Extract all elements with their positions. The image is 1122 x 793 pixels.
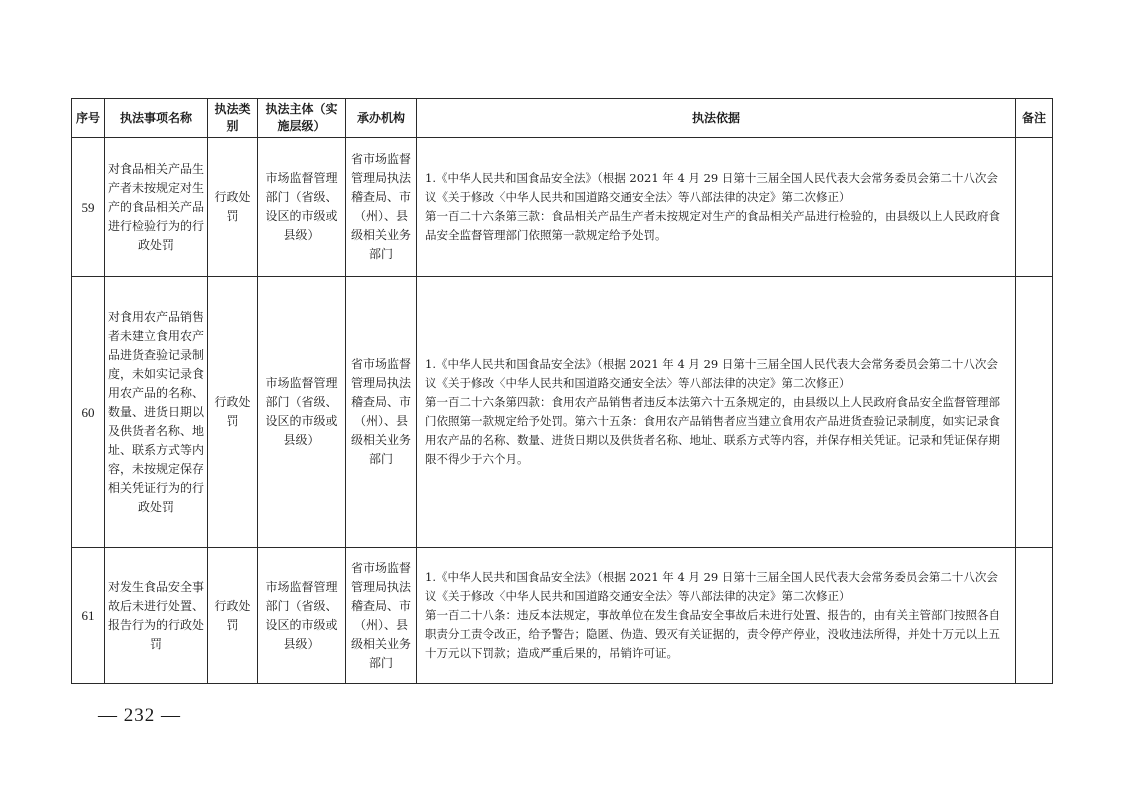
cell-agency-text: 省市场监督管理局执法稽查局、市（州）、县级相关业务部门 [350, 560, 411, 670]
basis-law-citation: 1.《中华人民共和国食品安全法》（根据 2021 年 4 月 29 日第十三届全国人民代表大会常务委员会第二十八次会议《关于修改〈中华人民共和国道路交通安全法〉等八部法律的决定》第二次修正） [425, 171, 998, 204]
cell-agency [346, 138, 417, 277]
cell-category [208, 548, 258, 684]
cell-subject-text: 市场监督管理部门（省级、设区的市级或县级） [265, 376, 338, 447]
cell-subject [258, 138, 346, 277]
cell-category [208, 277, 258, 548]
cell-category-text: 行政处罚 [214, 395, 251, 428]
cell-subject [258, 277, 346, 548]
cell-name [105, 548, 208, 684]
cell-category-text: 行政处罚 [214, 190, 251, 223]
cell-remark [1016, 548, 1053, 684]
cell-seq: 59 [72, 138, 105, 277]
cell-subject-text: 市场监督管理部门（省级、设区的市级或县级） [265, 579, 338, 651]
cell-seq: 61 [72, 548, 105, 684]
basis-article-text: 第一百二十六条第三款：食品相关产品生产者未按规定对生产的食品相关产品进行检验的，由县级以上人民政府食品安全监督管理部门依照第一款规定给予处罚。 [425, 209, 1000, 242]
page-number: — 232 — [98, 705, 181, 726]
cell-subject [258, 548, 346, 684]
cell-name [105, 277, 208, 548]
header-remark: 备注 [1016, 99, 1053, 138]
cell-remark [1016, 277, 1053, 548]
cell-category-text: 行政处罚 [214, 598, 251, 632]
cell-remark [1016, 138, 1053, 277]
header-basis: 执法依据 [417, 99, 1016, 138]
table-row [72, 138, 1053, 277]
basis-law-citation: 1.《中华人民共和国食品安全法》（根据 2021 年 4 月 29 日第十三届全国人民代表大会常务委员会第二十八次会议《关于修改〈中华人民共和国道路交通安全法〉等八部法律的决定》第二次修正） [425, 357, 998, 390]
cell-name-text: 对食品相关产品生产者未按规定对生产的食品相关产品进行检验行为的行政处罚 [108, 161, 205, 252]
header-category: 执法类别 [208, 99, 258, 138]
cell-agency [346, 277, 417, 548]
cell-category [208, 138, 258, 277]
header-subject: 执法主体（实施层级） [258, 99, 346, 138]
cell-subject-text: 市场监督管理部门（省级、设区的市级或县级） [265, 171, 338, 242]
cell-name-text: 对发生食品安全事故后未进行处置、报告行为的行政处罚 [108, 579, 205, 651]
header-seq: 序号 [72, 99, 105, 138]
enforcement-items-table [71, 98, 1053, 684]
table-row [72, 548, 1053, 684]
basis-article-text: 第一百二十六条第四款：食用农产品销售者违反本法第六十五条规定的，由县级以上人民政府食品安全监督管理部门依照第一款规定给予处罚。第六十五条：食用农产品销售者应当建立食用农产品进货查验记录制度，如实记录食用农产品的名称、数量、进货日期以及供货者名称、地址、联系方式等内容，并保存相关凭证。记录和凭证保存期限不得少于六个月。 [425, 395, 1000, 466]
cell-basis [417, 277, 1016, 548]
cell-basis [417, 138, 1016, 277]
cell-agency [346, 548, 417, 684]
table-row [72, 277, 1053, 548]
cell-name [105, 138, 208, 277]
cell-name-text: 对食用农产品销售者未建立食用农产品进货查验记录制度，未如实记录食用农产品的名称、数量、进货日期以及供货者名称、地址、联系方式等内容，未按规定保存相关凭证行为的行政处罚 [108, 309, 205, 514]
basis-article-text: 第一百二十八条：违反本法规定，事故单位在发生食品安全事故后未进行处置、报告的，由有关主管部门按照各自职责分工责令改正，给予警告；隐匿、伪造、毁灭有关证据的，责令停产停业，没收违法所得，并处十万元以上五十万元以下罚款；造成严重后果的，吊销许可证。 [425, 608, 1000, 660]
cell-basis [417, 548, 1016, 684]
basis-law-citation: 1.《中华人民共和国食品安全法》（根据 2021 年 4 月 29 日第十三届全国人民代表大会常务委员会第二十八次会议《关于修改〈中华人民共和国道路交通安全法〉等八部法律的决定》第二次修正） [425, 570, 998, 603]
cell-agency-text: 省市场监督管理局执法稽查局、市（州）、县级相关业务部门 [350, 152, 411, 261]
cell-seq: 60 [72, 277, 105, 548]
header-name: 执法事项名称 [105, 99, 208, 138]
cell-agency-text: 省市场监督管理局执法稽查局、市（州）、县级相关业务部门 [350, 357, 411, 466]
table-header-row [72, 99, 1053, 138]
header-agency: 承办机构 [346, 99, 417, 138]
